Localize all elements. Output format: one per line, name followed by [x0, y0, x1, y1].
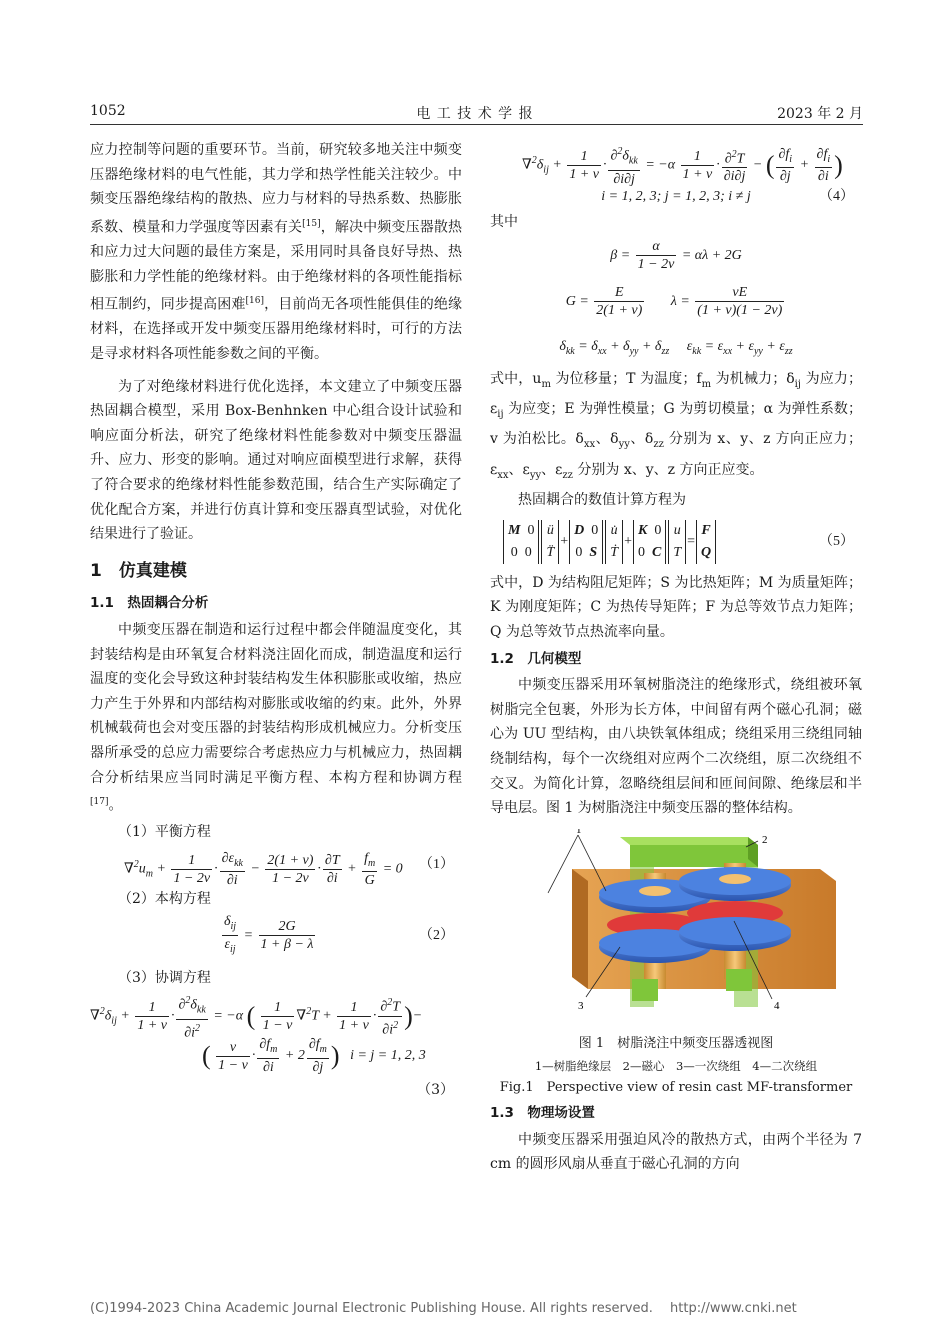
journal-title: 电 工 技 术 学 报	[416, 106, 534, 122]
figure-label-4: 4	[774, 999, 780, 1012]
subsection-heading-1-3: 1.3 物理场设置	[490, 1105, 595, 1122]
paragraph-numerical: 热固耦合的数值计算方程为	[518, 492, 686, 509]
header-rule	[90, 124, 863, 125]
equation-3-line2: ( $\frac{v}{1 - v}$ · $\frac{\partial f_m}{\partial i}$ + 2 $\frac{\partial f_m}{\partial j}$ ) i = j = 1, 2, 3	[202, 1037, 426, 1076]
equation-1: $\nabla^2u_m$ + $\frac{1}{1 - 2v}$ · $\frac{\partial\varepsilon_{kk}}{\partial i}$ − $\frac{2(1 + v)}{1 - 2v}$ · $\frac{\partial T}{\partial i}$ + $\frac{f_m}{G}$ = 0 （1）	[90, 845, 462, 885]
equation-5-number: （5）	[819, 533, 854, 549]
label-compatibility: （3）协调方程	[118, 969, 211, 986]
figure-label-3: 3	[578, 999, 584, 1012]
copyright-footer: (C)1994-2023 China Academic Journal Electronic Publishing House. All rights reserved. http://www.cnki.net	[90, 1301, 797, 1316]
paragraph-intro: 应力控制等问题的重要环节。当前，研究较多地关注中频变压器绝缘材料的电气性能，其力学和热学性能关注较少。中频变压器绝缘结构的散热、应力与材料的导热系数、热膨胀系数、模量和力学强度等因素有关[15]，解决中频变压器散热和应力过大问题的最佳方案是，采用同时具备良好导热、热膨胀和力学性能的绝缘材料。由于绝缘材料的各项性能指标相互制约，同步提高困难[16]，目前尚无各项性能俱佳的绝缘材料，在选择或开发中频变压器用绝缘材料时，可行的方法是寻求材料各项性能参数之间的平衡。	[90, 142, 462, 363]
equation-4-number: （4）	[819, 189, 854, 204]
issue-date: 2023 年 2 月	[777, 106, 863, 122]
figure-caption-en: Fig.1 Perspective view of resin cast MF-transformer	[499, 1080, 853, 1096]
equation-kk: $\delta_{kk} = \delta_{xx} + \delta_{yy} + \delta_{zz}$ $\varepsilon_{kk} = \varepsilon_{xx} + \varepsilon_{yy} + \varepsilon_{zz}$	[559, 338, 793, 357]
paragraph-objective: 为了对绝缘材料进行优化选择，本文建立了中频变压器热固耦合模型，采用 Box-Benhnken 中心组合设计试验和响应面分析法，研究了绝缘材料性能参数对中频变压器温升、应力、形变的影响。通过对响应面模型进行求解，获得了符合要求的绝缘材料性能参数范围，结合生产实际确定了优化配合方案，并进行仿真计算和变压器真型试验，对优化结果进行了验证。	[90, 378, 462, 543]
equation-4-condition: i = 1, 2, 3; j = 1, 2, 3; i ≠ j	[601, 189, 751, 204]
label-constitutive: （2）本构方程	[118, 891, 211, 907]
left-column	[90, 138, 462, 1103]
equation-4: $\nabla^2\delta_{ij}$ + $\frac{1}{1 + v}$ · $\frac{\partial^2\delta_{kk}}{\partial i\partial j}$ = −α $\frac{1}{1 + v}$ · $\frac{\partial^2T}{\partial i\partial j}$ − ( $\frac{\partial f_i}{\partial j}$ + $\frac{\partial f_i}{\partial i}$ )	[522, 146, 843, 187]
label-equilibrium: （1）平衡方程	[118, 824, 211, 841]
core-bottom-left	[632, 979, 658, 1001]
core-top	[620, 837, 758, 845]
figure-label-1: 1	[576, 828, 582, 836]
equation-2-number: （2）	[419, 927, 454, 943]
figure-transformer	[520, 829, 856, 1021]
core-bottom-right	[726, 969, 752, 991]
subsection-heading-1-2: 1.2 几何模型	[490, 650, 582, 667]
paragraph-thermal-coupling: 中频变压器在制造和运行过程中都会伴随温度变化，其封装结构是由环氧复合材料浇注固化而成，制造温度和运行温度的变化会导致这种封装结构发生体积膨胀或收缩，热应力产生于外界和内部结构对膨胀或收缩的约束。此外，外界机械载荷也会对变压器的封装结构形成机械应力。分析变压器所承受的总应力需要综合考虑热应力与机械应力，热固耦合分析结果应当同时满足平衡方程、本构方程和协调方程[17]。	[90, 622, 462, 814]
paragraph-symbols: 式中，$u_m$ 为位移量；T 为温度；$f_m$ 为机械力；$\delta_{ij}$ 为应力；$\varepsilon_{ij}$ 为应变；E 为弹性模量；G 为剪切模量；α 为弹性系数；v 为泊松比。$\delta_{xx}$、$\delta_{yy}$、$\delta_{zz}$ 分别为 x、y、z 方向正应力；$\varepsilon_{xx}$、$\varepsilon_{yy}$、$\varepsilon_{zz}$ 分别为 x、y、z 方向正应变。	[490, 370, 863, 481]
paragraph-geometry: 中频变压器采用环氧树脂浇注的绝缘形式，绕组被环氧树脂完全包裹，外形为长方体，中间留有两个磁心孔洞；磁心为 UU 型结构，由八块铁氧体组成；绕组采用三绕组同轴绕制结构，每个一次绕组对应两个二次绕组，原二次绕组不交叉。为简化计算，忽略绕组层间和匝间间隙、绝缘层和半导电层。图 1 为树脂浇注中频变压器的整体结构。	[490, 677, 862, 817]
paragraph-matrices: 式中，D 为结构阻尼矩阵；S 为比热矩阵；M 为质量矩阵；K 为刚度矩阵；C 为热传导矩阵；F 为总等效节点力矩阵；Q 为总等效节点热流率向量。	[490, 574, 862, 640]
paragraph-physics: 中频变压器采用强迫风冷的散热方式，由两个半径为 7 cm 的圆形风扇从垂直于磁心孔洞的方向	[490, 1131, 862, 1173]
equation-beta: β = $\frac{\alpha}{1 - 2v}$ = αλ + 2G	[610, 238, 742, 272]
section-heading-1: 1 仿真建模	[90, 560, 187, 581]
subsection-heading-1-1: 1.1 热固耦合分析	[90, 595, 209, 612]
figure-label-2: 2	[762, 833, 768, 846]
page-number: 1052	[90, 103, 126, 119]
right-column	[490, 138, 862, 1177]
equation-2: $\frac{\delta_{ij}}{\varepsilon_{ij}}$ = $\frac{2G}{1 + \beta - \lambda}$ （2）	[90, 912, 462, 960]
label-where: 其中	[490, 214, 518, 230]
resin-insulation-front	[572, 869, 588, 989]
equation-3-condition: i = j = 1, 2, 3	[350, 1048, 426, 1064]
equation-4-condition-row	[490, 184, 862, 210]
equation-3-number: （3）	[417, 1082, 454, 1099]
figure-legend: 1—树脂绝缘层 2—磁心 3—一次绕组 4—二次绕组	[534, 1059, 818, 1074]
figure-caption-cn: 图 1 树脂浇注中频变压器透视图	[578, 1036, 774, 1052]
equation-1-number: （1）	[419, 857, 454, 872]
equation-g-lambda: G = $\frac{E}{2(1 + v)}$ λ = $\frac{vE}{(1 + v)(1 - 2v)}$	[565, 284, 783, 318]
equation-3-line1: $\nabla^2\delta_{ij}$ + $\frac{1}{1 + v}$ · $\frac{\partial^2\delta_{kk}}{\partial i^2}$ = −α ( $\frac{1}{1 - v}$ ∇$^2$T + $\frac{1}{1 + v}$ · $\frac{\partial^2T}{\partial i^2}$ )−	[90, 995, 423, 1041]
equation-5: M 0 0 0 ü T̈ + D 0 0 S u̇ Ṫ + K 0 0 C u T = F Q （5）	[490, 513, 862, 571]
